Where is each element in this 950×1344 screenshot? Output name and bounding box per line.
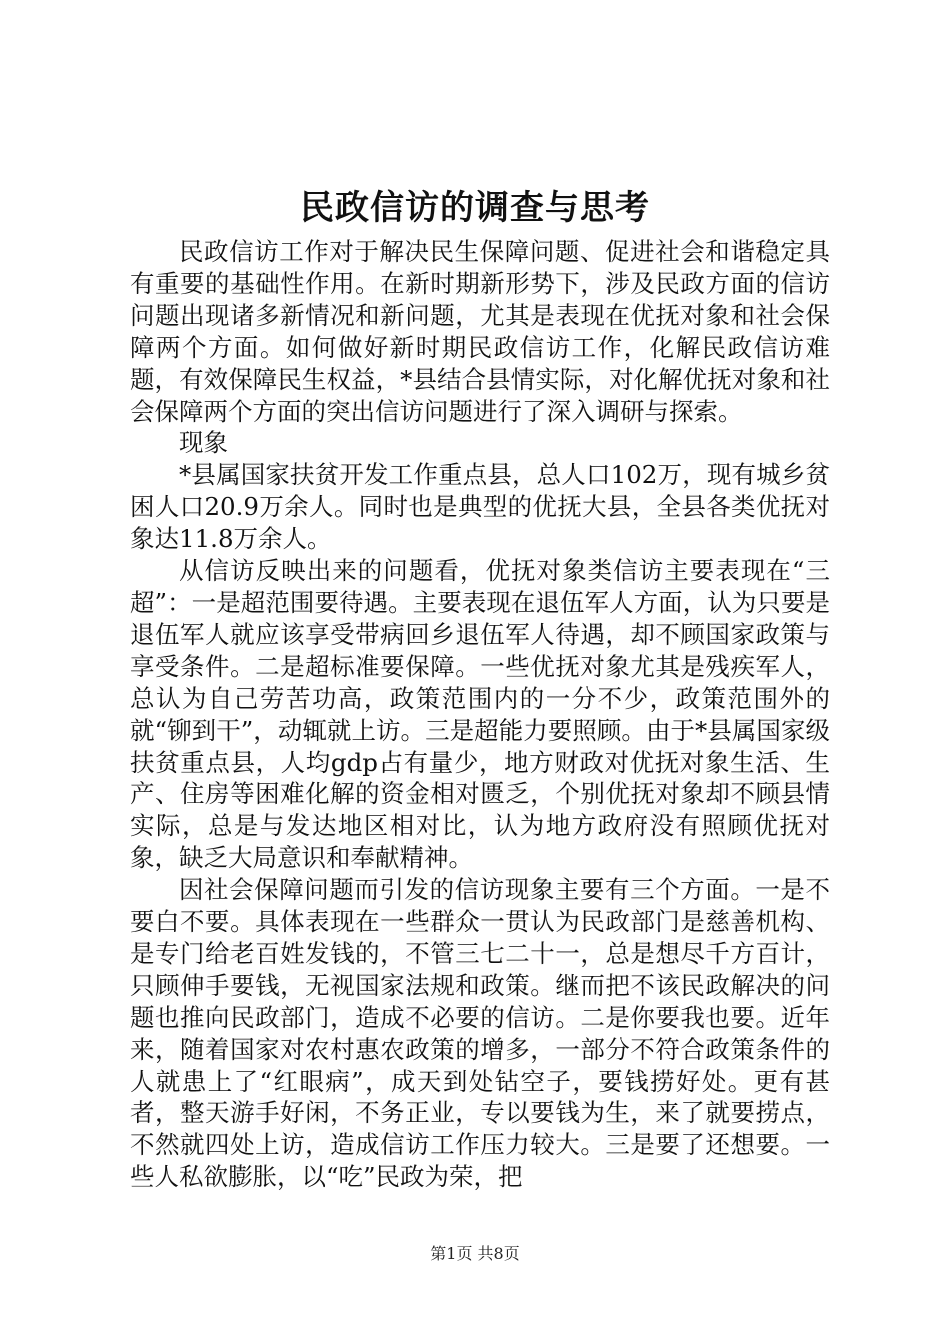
section-heading-phenomenon: 现象 — [179, 428, 228, 458]
page-footer: 第1页 共8页 — [430, 1244, 520, 1263]
document-body — [130, 236, 830, 1193]
paragraph-intro: 民政信访工作对于解决民生保障问题、促进社会和谐稳定具有重要的基础性作用。在新时期新形势下，涉及民政方面的信访问题出现诸多新情况和新问题，尤其是表现在优抚对象和社会保障两个方面。如何做好新时期民政信访工作，化解民政信访难题，有效保障民生权益，*县结合县情实际，对化解优抚对象和社会保障两个方面的突出信访问题进行了深入调研与探索。 — [130, 237, 830, 426]
paragraph-social-security-petitions: 因社会保障问题而引发的信访现象主要有三个方面。一是不要白不要。具体表现在一些群众一贯认为民政部门是慈善机构、是专门给老百姓发钱的，不管三七二十一，总是想尽千方百计，只顾伸手要钱，无视国家法规和政策。继而把不该民政解决的问题也推向民政部门，造成不必要的信访。二是你要我也要。近年来，随着国家对农村惠农政策的增多，一部分不符合政策条件的人就患上了“红眼病”，成天到处钻空子，要钱捞好处。更有甚者，整天游手好闲，不务正业，专以要钱为生，来了就要捞点，不然就四处上访，造成信访工作压力较大。三是要了还想要。一些人私欲膨胀，以“吃”民政为荣，把 — [130, 875, 830, 1192]
paragraph-preferential-petitions: 从信访反映出来的问题看，优抚对象类信访主要表现在“三超”：一是超范围要待遇。主要表现在退伍军人方面，认为只要是退伍军人就应该享受带病回乡退伍军人待遇，却不顾国家政策与享受条件。二是超标准要保障。一些优抚对象尤其是残疾军人，总认为自己劳苦功高，政策范围内的一分不少，政策范围外的就“铆到干”，动辄就上访。三是超能力要照顾。由于*县属国家级扶贫重点县，人均gdp占有量少，地方财政对优抚对象生活、生产、住房等困难化解的资金相对匮乏，个别优抚对象却不顾县情实际，总是与发达地区相对比，认为地方政府没有照顾优抚对象，缺乏大局意识和奉献精神。 — [130, 556, 830, 873]
paragraph-county-overview: *县属国家扶贫开发工作重点县，总人口102万，现有城乡贫困人口20.9万余人。同时也是典型的优抚大县，全县各类优抚对象达11.8万余人。 — [130, 460, 830, 554]
document-title: 民政信访的调查与思考 — [300, 188, 650, 228]
